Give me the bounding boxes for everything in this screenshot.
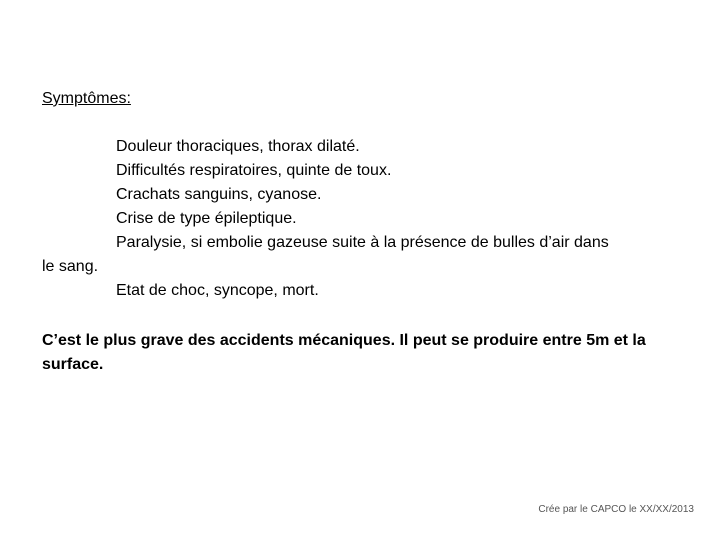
symptom-item: Etat de choc, syncope, mort. xyxy=(116,282,319,299)
conclusion-text: C’est le plus grave des accidents mécaniques. Il peut se produire entre 5m et la surface. xyxy=(42,332,646,373)
symptom-item: Crachats sanguins, cyanose. xyxy=(116,186,322,203)
symptom-item: Douleur thoraciques, thorax dilaté. xyxy=(116,138,360,155)
slide-heading: Symptômes: xyxy=(42,90,131,107)
symptoms-list xyxy=(42,135,682,303)
symptom-item: Paralysie, si embolie gazeuse suite à la présence de bulles d’air dans xyxy=(116,234,609,251)
symptom-item: Difficultés respiratoires, quinte de toux. xyxy=(116,162,392,179)
footer-credit: Crée par le CAPCO le XX/XX/2013 xyxy=(538,504,694,515)
symptom-item: Crise de type épileptique. xyxy=(116,210,297,227)
symptom-item-continuation: le sang. xyxy=(42,258,99,275)
